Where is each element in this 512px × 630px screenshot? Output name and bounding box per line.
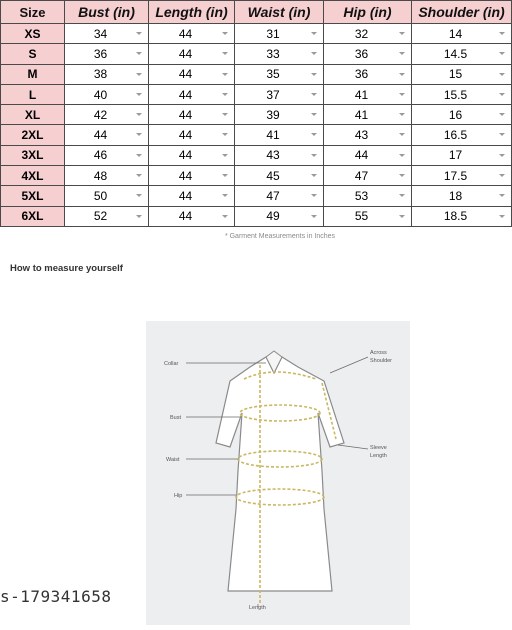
length-value: 44: [178, 67, 193, 82]
length-value: 44: [178, 168, 193, 183]
shoulder-cell[interactable]: [412, 24, 512, 44]
table-row: [1, 64, 512, 84]
chevron-down-icon[interactable]: [399, 154, 405, 157]
waist-value: 45: [266, 168, 280, 183]
chevron-down-icon[interactable]: [311, 93, 317, 96]
waist-value: 39: [266, 107, 280, 122]
shoulder-cell[interactable]: [412, 105, 512, 125]
sleeve-length-label-1: Sleeve: [370, 445, 387, 451]
bust-cell[interactable]: [65, 64, 149, 84]
length-value: 44: [178, 209, 193, 224]
bust-cell[interactable]: [65, 44, 149, 64]
chevron-down-icon[interactable]: [136, 215, 142, 218]
column-header: Shoulder (in): [412, 1, 512, 24]
length-cell[interactable]: [149, 44, 235, 64]
length-value: 44: [178, 26, 193, 41]
length-value: 44: [178, 107, 193, 122]
waist-value: 37: [266, 87, 280, 102]
waist-cell[interactable]: [235, 24, 324, 44]
bust-value: 40: [93, 87, 108, 102]
size-label: 5XL: [1, 186, 65, 206]
hip-value: 41: [354, 107, 369, 122]
bust-value: 50: [93, 189, 108, 204]
chevron-down-icon[interactable]: [399, 73, 405, 76]
shoulder-cell[interactable]: [412, 206, 512, 226]
chevron-down-icon[interactable]: [222, 174, 228, 177]
size-label: XS: [1, 24, 65, 44]
bust-value: 48: [93, 168, 108, 183]
waist-value: 31: [266, 26, 280, 41]
length-label: Length: [249, 605, 266, 611]
table-row: [1, 145, 512, 165]
shoulder-value: 14: [448, 26, 463, 41]
shoulder-cell[interactable]: [412, 125, 512, 145]
chevron-down-icon[interactable]: [311, 52, 317, 55]
chevron-down-icon[interactable]: [399, 113, 405, 116]
shoulder-cell[interactable]: [412, 166, 512, 186]
table-row: [1, 166, 512, 186]
chevron-down-icon[interactable]: [222, 194, 228, 197]
waist-label: Waist: [166, 457, 180, 463]
hip-cell[interactable]: [324, 64, 412, 84]
hip-value: 43: [354, 128, 369, 143]
table-row: [1, 125, 512, 145]
hip-value: 36: [354, 67, 369, 82]
chevron-down-icon[interactable]: [136, 113, 142, 116]
shoulder-value: 17.5: [443, 168, 468, 183]
hip-value: 55: [354, 209, 369, 224]
chevron-down-icon[interactable]: [499, 52, 505, 55]
shoulder-value: 14.5: [443, 46, 468, 61]
hip-label: Hip: [174, 493, 183, 499]
hip-cell[interactable]: [324, 145, 412, 165]
shoulder-value: 15.5: [443, 87, 468, 102]
chevron-down-icon[interactable]: [499, 194, 505, 197]
waist-cell[interactable]: [235, 206, 324, 226]
hip-cell[interactable]: [324, 84, 412, 104]
table-header-row: [1, 1, 512, 24]
shoulder-cell[interactable]: [412, 84, 512, 104]
chevron-down-icon[interactable]: [499, 215, 505, 218]
chevron-down-icon[interactable]: [399, 93, 405, 96]
size-label: M: [1, 64, 65, 84]
table-row: [1, 186, 512, 206]
length-cell[interactable]: [149, 105, 235, 125]
bust-value: 46: [93, 148, 108, 163]
hip-cell[interactable]: [324, 166, 412, 186]
size-label: S: [1, 44, 65, 64]
table-row: [1, 105, 512, 125]
chevron-down-icon[interactable]: [399, 52, 405, 55]
across-shoulder-label-1: Across: [370, 350, 387, 356]
column-header: Bust (in): [65, 1, 149, 24]
bust-value: 44: [93, 128, 108, 143]
chevron-down-icon[interactable]: [499, 154, 505, 157]
kurta-illustration: [146, 321, 410, 625]
chevron-down-icon[interactable]: [399, 194, 405, 197]
chevron-down-icon[interactable]: [136, 133, 142, 136]
waist-value: 43: [266, 148, 280, 163]
hip-value: 53: [354, 189, 369, 204]
chevron-down-icon[interactable]: [136, 154, 142, 157]
bust-cell[interactable]: [65, 206, 149, 226]
column-header: Waist (in): [235, 1, 324, 24]
size-chart-table: [0, 0, 512, 227]
chevron-down-icon[interactable]: [222, 52, 228, 55]
chevron-down-icon[interactable]: [136, 174, 142, 177]
chevron-down-icon[interactable]: [499, 32, 505, 35]
waist-cell[interactable]: [235, 105, 324, 125]
chevron-down-icon[interactable]: [311, 215, 317, 218]
chevron-down-icon[interactable]: [136, 52, 142, 55]
waist-value: 49: [266, 209, 280, 224]
length-cell[interactable]: [149, 125, 235, 145]
chevron-down-icon[interactable]: [399, 32, 405, 35]
waist-cell[interactable]: [235, 145, 324, 165]
bust-value: 52: [93, 209, 108, 224]
size-label: 2XL: [1, 125, 65, 145]
length-cell[interactable]: [149, 64, 235, 84]
chevron-down-icon[interactable]: [222, 93, 228, 96]
chevron-down-icon[interactable]: [222, 113, 228, 116]
length-cell[interactable]: [149, 145, 235, 165]
length-value: 44: [178, 128, 193, 143]
size-label: 6XL: [1, 206, 65, 226]
chevron-down-icon[interactable]: [222, 215, 228, 218]
hip-value: 36: [354, 46, 369, 61]
chevron-down-icon[interactable]: [399, 174, 405, 177]
table-row: [1, 44, 512, 64]
table-row: [1, 206, 512, 226]
size-label: 3XL: [1, 145, 65, 165]
waist-value: 35: [266, 67, 280, 82]
shoulder-cell[interactable]: [412, 186, 512, 206]
size-label: XL: [1, 105, 65, 125]
bust-cell[interactable]: [65, 145, 149, 165]
waist-value: 47: [266, 189, 280, 204]
size-label: L: [1, 84, 65, 104]
bust-cell[interactable]: [65, 84, 149, 104]
table-row: [1, 84, 512, 104]
chevron-down-icon[interactable]: [399, 133, 405, 136]
how-to-measure-title: How to measure yourself: [10, 263, 123, 274]
bust-label: Bust: [170, 415, 182, 421]
bust-value: 36: [93, 46, 108, 61]
column-header: Size: [1, 1, 65, 24]
bust-value: 34: [93, 26, 108, 41]
measurement-diagram: [146, 321, 410, 625]
length-cell[interactable]: [149, 206, 235, 226]
hip-cell[interactable]: [324, 206, 412, 226]
hip-cell[interactable]: [324, 24, 412, 44]
across-shoulder-label-2: Shoulder: [370, 358, 393, 364]
hip-value: 47: [354, 168, 369, 183]
length-value: 44: [178, 148, 193, 163]
shoulder-value: 16: [448, 107, 463, 122]
length-value: 44: [178, 46, 193, 61]
shoulder-value: 17: [448, 148, 463, 163]
chevron-down-icon[interactable]: [311, 32, 317, 35]
waist-cell[interactable]: [235, 44, 324, 64]
chevron-down-icon[interactable]: [499, 73, 505, 76]
shoulder-value: 15: [448, 67, 463, 82]
shoulder-value: 18: [448, 189, 463, 204]
waist-cell[interactable]: [235, 125, 324, 145]
length-cell[interactable]: [149, 24, 235, 44]
chevron-down-icon[interactable]: [311, 113, 317, 116]
bust-cell[interactable]: [65, 125, 149, 145]
bust-value: 38: [93, 67, 108, 82]
bust-cell[interactable]: [65, 24, 149, 44]
chevron-down-icon[interactable]: [222, 133, 228, 136]
chevron-down-icon[interactable]: [136, 73, 142, 76]
length-cell[interactable]: [149, 186, 235, 206]
hip-cell[interactable]: [324, 44, 412, 64]
hip-value: 44: [354, 148, 369, 163]
measurement-footnote: * Garment Measurements in Inches: [224, 233, 336, 240]
bust-cell[interactable]: [65, 166, 149, 186]
chevron-down-icon[interactable]: [311, 154, 317, 157]
collar-label: Collar: [164, 361, 179, 367]
kurta-outline: [216, 357, 344, 591]
shoulder-cell[interactable]: [412, 145, 512, 165]
hip-cell[interactable]: [324, 186, 412, 206]
shoulder-value: 16.5: [443, 128, 468, 143]
chevron-down-icon[interactable]: [499, 113, 505, 116]
bust-cell[interactable]: [65, 186, 149, 206]
sleeve-length-label-2: Length: [370, 453, 387, 459]
chevron-down-icon[interactable]: [311, 174, 317, 177]
length-cell[interactable]: [149, 166, 235, 186]
chevron-down-icon[interactable]: [136, 194, 142, 197]
chevron-down-icon[interactable]: [222, 32, 228, 35]
chevron-down-icon[interactable]: [222, 73, 228, 76]
waist-cell[interactable]: [235, 186, 324, 206]
chevron-down-icon[interactable]: [499, 174, 505, 177]
waist-value: 41: [266, 128, 280, 143]
waist-cell[interactable]: [235, 64, 324, 84]
hip-value: 32: [354, 26, 369, 41]
waist-value: 33: [266, 46, 280, 61]
length-value: 44: [178, 189, 193, 204]
chevron-down-icon[interactable]: [136, 32, 142, 35]
chevron-down-icon[interactable]: [499, 93, 505, 96]
shoulder-cell[interactable]: [412, 64, 512, 84]
size-label: 4XL: [1, 166, 65, 186]
chevron-down-icon[interactable]: [311, 133, 317, 136]
length-cell[interactable]: [149, 84, 235, 104]
chevron-down-icon[interactable]: [399, 215, 405, 218]
hip-cell[interactable]: [324, 125, 412, 145]
bust-cell[interactable]: [65, 105, 149, 125]
waist-cell[interactable]: [235, 84, 324, 104]
hip-cell[interactable]: [324, 105, 412, 125]
chevron-down-icon[interactable]: [222, 154, 228, 157]
hip-value: 41: [354, 87, 369, 102]
column-header: Hip (in): [324, 1, 412, 24]
chevron-down-icon[interactable]: [499, 133, 505, 136]
waist-cell[interactable]: [235, 166, 324, 186]
bust-value: 42: [93, 107, 108, 122]
chevron-down-icon[interactable]: [311, 194, 317, 197]
chevron-down-icon[interactable]: [311, 73, 317, 76]
table-row: [1, 24, 512, 44]
column-header: Length (in): [149, 1, 235, 24]
shoulder-value: 18.5: [443, 209, 468, 224]
shoulder-cell[interactable]: [412, 44, 512, 64]
chevron-down-icon[interactable]: [136, 93, 142, 96]
product-code: s-179341658: [0, 587, 112, 606]
length-value: 44: [178, 87, 193, 102]
